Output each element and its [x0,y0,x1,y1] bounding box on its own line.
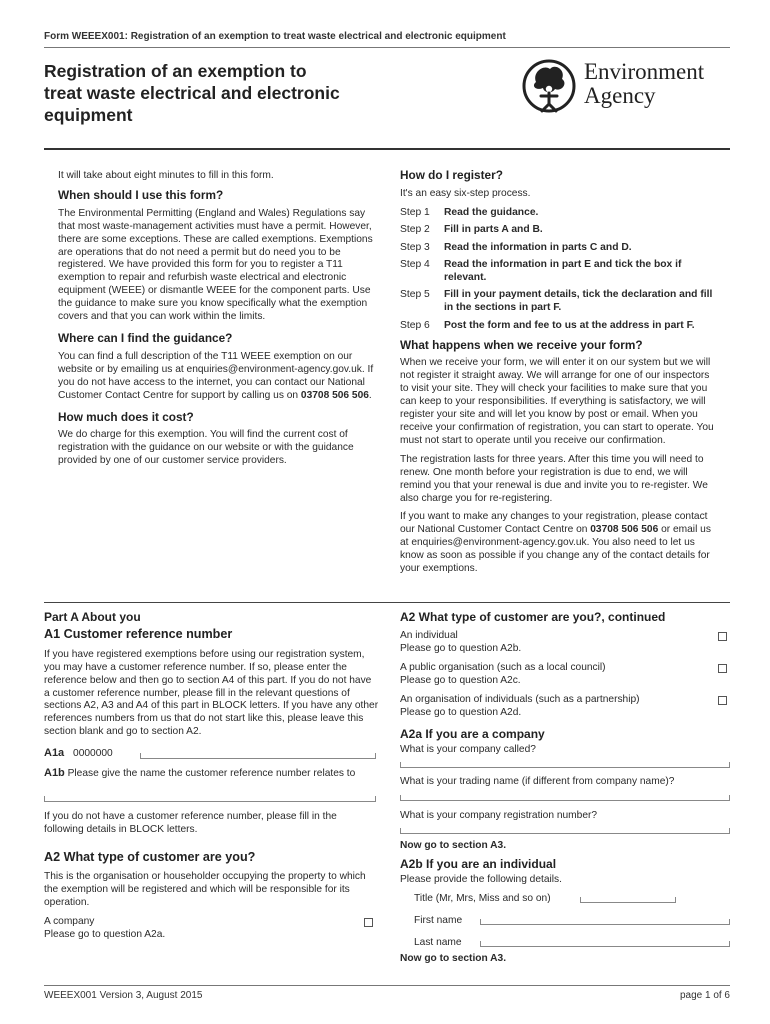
register-column [400,166,720,582]
a2-text: This is the organisation or householder occupying the property to which the exemption will be registered and which will be responsible for its operation. [44,870,366,908]
register-heading: How do I register? [400,168,503,182]
individual-option-label: An individual [400,629,458,641]
reg-number-input[interactable] [400,824,730,834]
after-heading: What happens when we receive your form? [400,337,643,352]
steps-list [400,207,720,333]
public-org-checkbox[interactable] [718,664,727,673]
title-row [400,893,730,915]
after-p3-text-end: or email us at enquiries@environment-agency.gov.uk. You also need to let us know as soon as possible if you change any of the contact details for your exemptions. [400,524,711,575]
tree-person-icon [522,58,576,116]
trading-name-input[interactable] [400,791,730,801]
where-text: You can find a full description of the T11 WEEE exemption on our website or by emailing us at enquiries@environment-agency.gov.uk. If you do not have access to the internet, you can contact our National Customer Contact Centre for support by calling us on [58,350,374,401]
environment-agency-logo [522,58,732,118]
company-checkbox[interactable] [364,918,373,927]
partnership-option-goto: Please go to question A2d. [400,706,522,718]
step-item [400,289,720,315]
trading-name-row [400,776,730,810]
first-name-label: First name [414,914,463,926]
a2-heading: A2 What type of customer are you? [44,849,256,864]
step-number: Step 6 [400,319,430,331]
a1b-input[interactable] [44,792,376,802]
after-paragraph-3 [400,511,720,576]
a1b-row [44,767,379,811]
after-p3-text: If you want to make any changes to your registration, please contact our National Customer Contact Centre on [400,511,708,536]
intro-column [58,170,378,474]
step-text: Read the information in part E and tick the box if relevant. [444,259,682,283]
step-item [400,242,720,255]
partnership-option-label: An organisation of individuals (such as a partnership) [400,693,640,705]
time-note: It will take about eight minutes to fill in this form. [58,170,274,181]
goto-a3-b: Now go to section A3. [400,952,507,964]
step-text: Fill in your payment details, tick the declaration and fill in the sections in part F. [444,289,713,314]
a1b-label: A1b [44,767,65,780]
a2b-heading: A2b If you are an individual [400,856,557,871]
a1a-row [44,747,379,767]
cost-text: We do charge for this exemption. You will find the current cost of registration with the guidance on our website or with the guidance provided by one of our customer service providers. [58,429,354,467]
company-name-question: What is your company called? [400,743,536,755]
part-a-continued-section [400,611,730,971]
first-name-input[interactable] [480,915,730,925]
when-heading: When should I use this form? [58,187,224,202]
step-text: Read the information in parts C and D. [444,241,632,253]
footer-version: WEEEX001 Version 3, August 2015 [44,990,203,1001]
company-option [44,916,379,942]
a1a-value: 0000000 [73,748,113,760]
logo-line-2: Agency [584,83,656,108]
title-divider [44,148,730,150]
last-name-label: Last name [414,936,462,948]
logo-line-1: Environment [584,59,705,84]
company-name-row [400,744,730,776]
first-name-row [400,915,730,937]
company-option-label: A company [44,915,95,927]
individual-checkbox[interactable] [718,632,727,641]
footer-divider [44,985,730,986]
goto-a3: Now go to section A3. [400,839,507,851]
step-number: Step 4 [400,259,430,271]
after-paragraph-2: The registration lasts for three years. After this time you will need to renew. One month before your registration is due to end, we will remind you that your renewal is due and invite you to re-register. We also charge you for re-registering. [400,453,708,504]
trading-name-question: What is your trading name (if different from company name)? [400,775,675,787]
register-subtitle: It's an easy six-step process. [400,187,531,199]
a2b-text: Please provide the following details. [400,873,562,885]
a2a-heading: A2a If you are a company [400,726,545,741]
reg-number-question: What is your company registration number? [400,809,598,821]
public-org-option-label: A public organisation (such as a local council) [400,661,606,673]
footer-page-number: page 1 of 6 [679,990,730,1001]
contact-phone[interactable]: 03708 506 506 [590,524,659,536]
where-heading: Where can I find the guidance? [58,330,233,345]
step-item [400,224,720,237]
step-text: Read the guidance. [444,206,539,218]
form-header: Form WEEEX001: Registration of an exemption to treat waste electrical and electronic equipment [44,31,506,42]
company-option-goto: Please go to question A2a. [44,928,166,940]
step-text: Post the form and fee to us at the address in part F. [444,319,695,331]
reg-number-row [400,810,730,840]
last-name-input[interactable] [480,937,730,947]
company-name-input[interactable] [400,758,730,768]
when-text: The Environmental Permitting (England and Wales) Regulations say that most waste-management activities must have a permit. However, there are some exceptions. These are called exemptions. Exemptions are operations that do not need a permit but do need you to be registered. We have provided this form for you to register a T11 exemption to repair and refurbish waste electrical and electronic equipment (WEEE) or dismantle WEEE for the component parts. Use the guidance to make sure you know specifically what the exemption covers and that you can work within the limits. [58,207,373,323]
title-input[interactable] [580,893,676,903]
header-divider [44,47,730,48]
partnership-checkbox[interactable] [718,696,727,705]
where-paragraph [58,351,378,403]
title-label: Title (Mr, Mrs, Miss and so on) [414,892,551,904]
a2-continued-heading: A2 What type of customer are you?, continued [400,610,666,624]
page-title: Registration of an exemption to treat waste electrical and electronic equipment [44,61,340,125]
a1-text: If you have registered exemptions before using our registration system, you may have a customer reference number. If so, please enter the reference below and then go to section A4 of this part. If you do not have a customer reference number, please fill in the relevant questions of sections A2, A3 and A4 of this part in BLOCK letters. If you have any other references numbers from us that do not start like this, please leave this section blank and go to section A2. [44,648,379,738]
a1b-text: Please give the name the customer reference number relates to [67,768,356,780]
individual-option [400,630,730,662]
a1-heading: A1 Customer reference number [44,626,233,641]
step-text: Fill in parts A and B. [444,224,543,236]
step-number: Step 2 [400,224,430,236]
step-item [400,259,720,285]
step-item [400,320,720,333]
cost-heading: How much does it cost? [58,409,194,424]
where-end: . [368,389,372,401]
individual-option-goto: Please go to question A2b. [400,642,522,654]
public-org-option [400,662,730,694]
part-a-section [44,611,379,942]
step-item [400,207,720,220]
last-name-row [400,937,730,953]
a1a-input[interactable] [140,749,376,759]
partnership-option [400,694,730,728]
step-number: Step 5 [400,289,430,301]
step-number: Step 3 [400,241,430,253]
after-paragraph-1: When we receive your form, we will enter it on our system but we will not register it straight away. We will arrange for one of our inspectors to visit your site. They will check your facilities to make sure that you can keep to your responsibilities. If everything is satisfactory, we will register your site and will let you know by post or email. When you receive your confirmation of registration, you can start to operate. You must not start to operate until you receive our confirmation. [400,357,714,446]
part-a-heading: Part A About you [44,610,141,624]
support-phone[interactable]: 03708 506 506 [300,389,369,401]
no-ref-text: If you do not have a customer reference number, please fill in the following details in BLOCK letters. [44,811,337,836]
public-org-option-goto: Please go to question A2c. [400,674,521,686]
step-number: Step 1 [400,206,430,218]
section-divider [44,602,730,603]
a1a-label: A1a [44,747,65,760]
